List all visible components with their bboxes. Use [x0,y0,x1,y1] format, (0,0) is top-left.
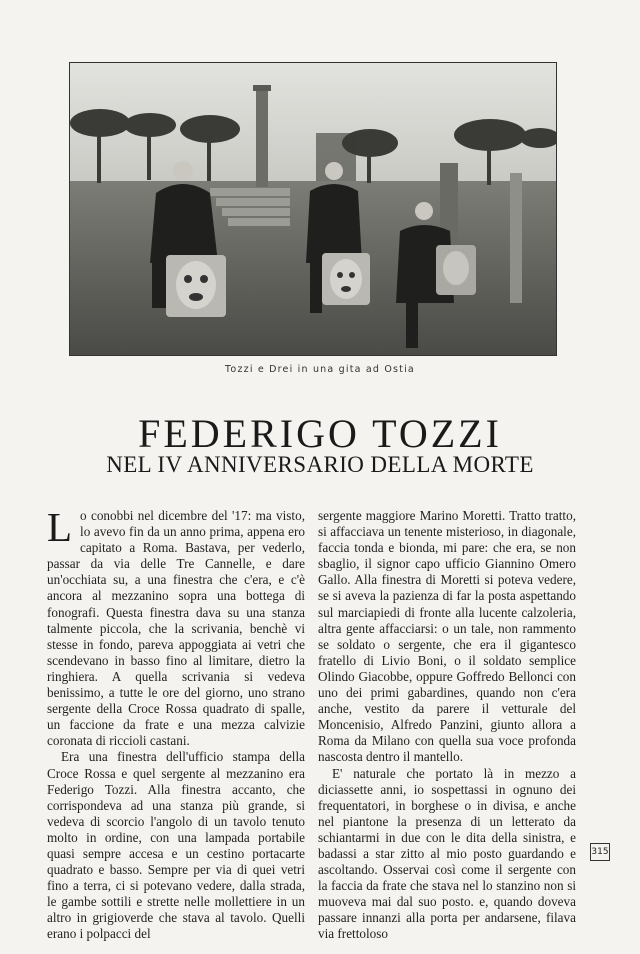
article-title: FEDERIGO TOZZI [138,411,502,456]
left-column [47,504,305,943]
paragraph-2: Era una finestra dell'ufficio stampa della Croce Rossa e quel sergente al mezzanino era Federigo Tozzi. Alla finestra accanto, che corrispondeva ad una stanza più grande, si vedeva di scorcio l'angolo di un tavolo tenuto molto in ordine, con una lampada portabile quasi sempre accesa e un cestino portacarte quadrato e basso. Sempre per via di quei vetri fino a terra, ci si potevano vedere, dalla strada, le gambe sottili e strette nelle mollettiere in un altro in grigioverde che stava al tavolo. Quelli erano i polpacci del [47,749,305,942]
right-column [318,508,576,943]
photo-caption: Tozzi e Drei in una gita ad Ostia [225,364,415,375]
photo-image [70,63,556,355]
paragraph-4: E' naturale che portato là in mezzo a diciassette anni, io sospettassi in ognuno dei frequentatori, in borghese o in divisa, e anche nel piantone la presenza di un letterato da schiantarmi in due con le dita della sinistra, e badassi a star zitto al mio posto guardando e ascoltando. Osservai così come il sergente con la faccia da frate che stava nel lo stanzino non si muoveva mai dal suo posto. e, quando doveva passare innanzi alla porta per andarsene, filava via frettoloso [318,765,576,942]
paragraph-3: sergente maggiore Marino Moretti. Tratto tratto, si affacciava un tenente misterioso, in diagonale, faccia tonda e bionda, mi pare: che era, se non sbaglio, il signor capo ufficio Giannino Omero Gallo. Alla finestra di Moretti si poteva vedere, se si aveva la pazienza di far la posta aspettando sul marciapiedi di fronte alla lucente calzoleria, altra gente affacciarsi: o un tale, non rammento se soldato o sergente, che era il gigantesco fratello di Livio Boni, o il soldato semplice Olindo Giacobbe, oppure Goffredo Bellonci con uno dei primi gabardines, quando non c'era anche, vestito da parere il vetturale del Moncenisio, Alfredo Panzini, giunto allora a Roma da Milano con quella sua voce profonda nascosta dentro il mantello. [318,508,576,765]
drop-cap: L [47,504,73,550]
paragraph-1-text: o conobbi nel dicembre del '17: ma visto, lo avevo fin da un anno prima, appena ero capitato a Roma. Bastava, per vederlo, passar da via delle Tre Cannelle, e dare un'occhiata su, a una finestra che c'era, e c'è ancora al mezzanino sopra una bottega di fonografi. Questa finestra dava su una stanza talmente piccola, che la scrivania, benchè vi stesse in fondo, pareva appoggiata ai vetri che scendevano in basso fino al limitare, dietro la ringhiera. A quella scrivania si vedeva benissimo, a tutte le ore del giorno, uno strano sergente della Croce Rossa quadrato di spalle, un faccione da frate e una mezza calvizie coronata di riccioli castani. [47,508,305,749]
page-number: 315 [590,843,610,861]
photo [69,62,557,356]
paragraph-1 [47,504,305,749]
article-subtitle: NEL IV ANNIVERSARIO DELLA MORTE [106,452,534,477]
